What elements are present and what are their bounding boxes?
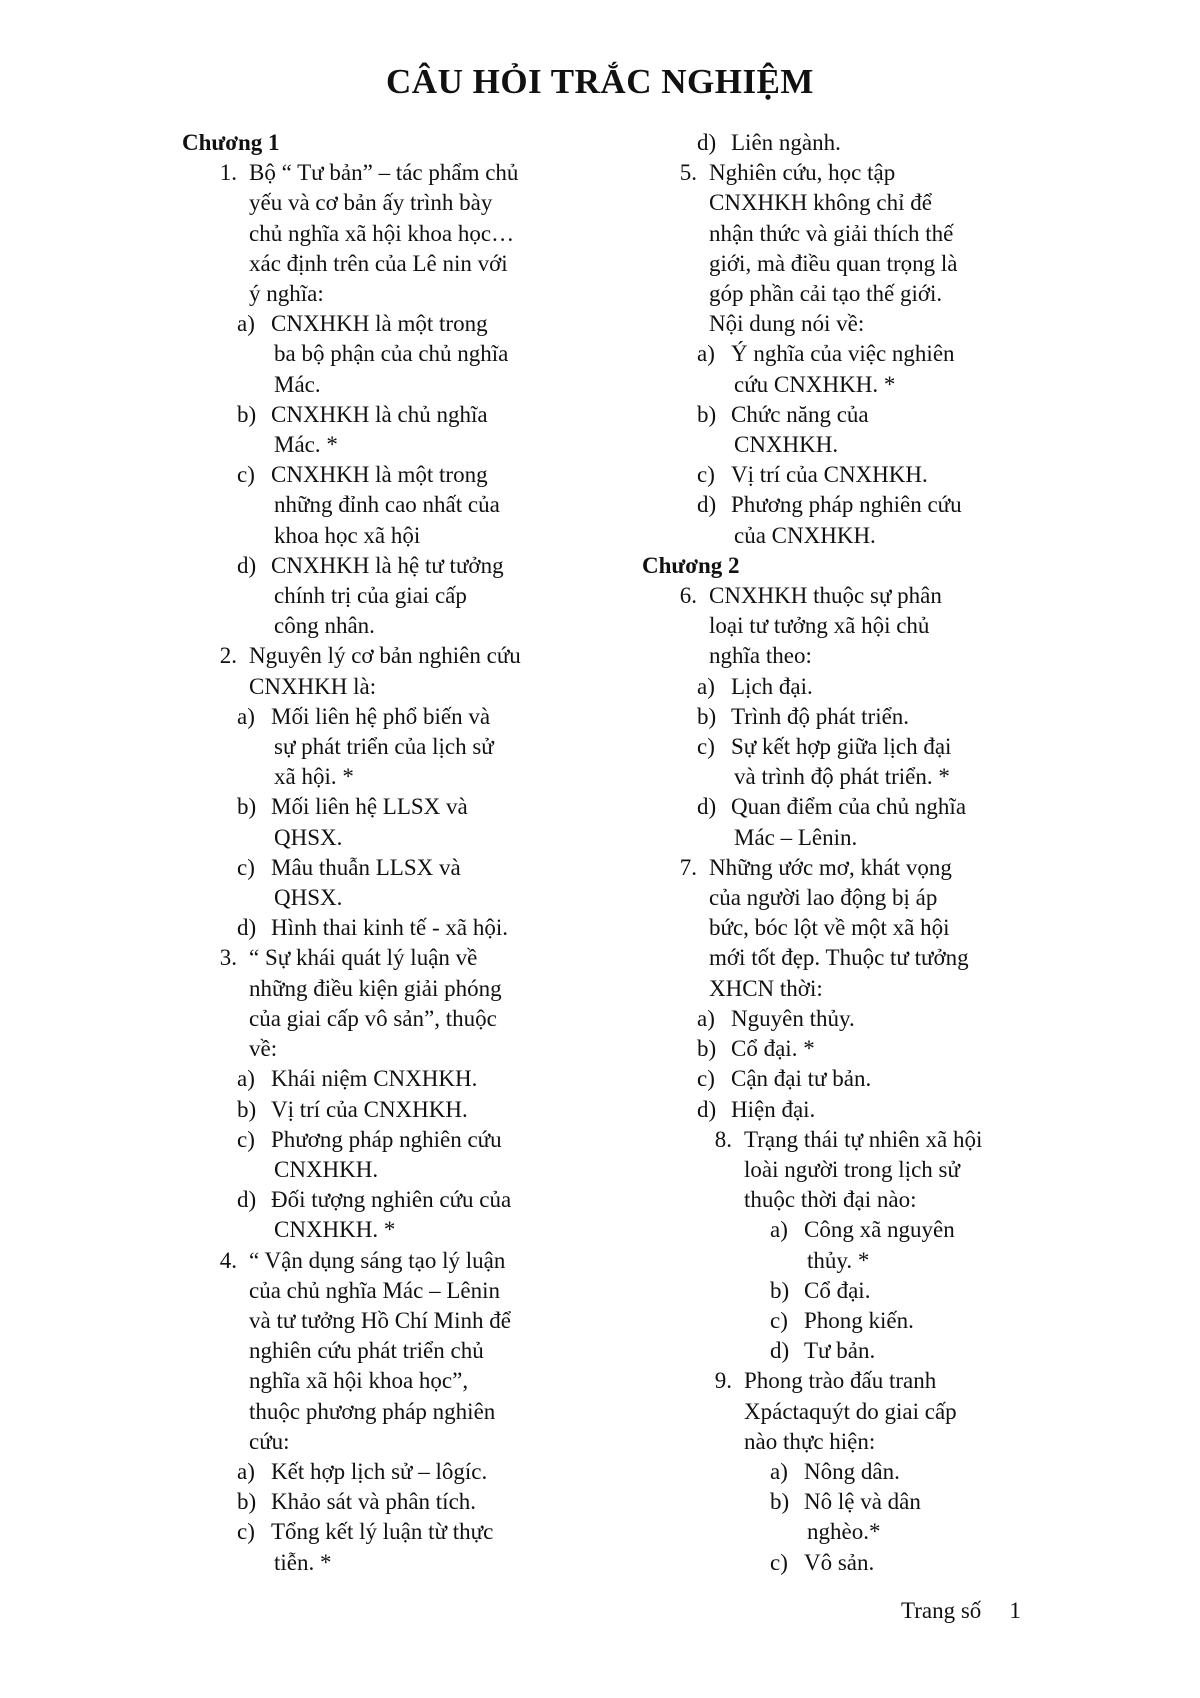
option-first-line [237, 1487, 582, 1517]
answer-option [770, 1457, 1042, 1487]
answer-option [697, 460, 1042, 490]
option-text: Cận đại tư bản. [731, 1066, 872, 1092]
option-text: Tư bản. [804, 1338, 876, 1364]
answer-option [697, 128, 1042, 158]
option-label: c) [237, 1126, 255, 1152]
option-first-line [237, 1125, 582, 1155]
chapter-heading [642, 551, 1042, 581]
answer-option [697, 400, 1042, 460]
page-number: 1 [1009, 1598, 1021, 1623]
option-text: Khảo sát và phân tích. [271, 1489, 477, 1515]
option-first-line [697, 400, 1042, 430]
option-label: d) [697, 130, 717, 155]
option-label: a) [770, 1217, 788, 1243]
option-label: a) [237, 1458, 255, 1484]
option-label: b) [237, 794, 257, 820]
answer-option [237, 551, 582, 642]
question-text: Những ước mơ, khát vọng [709, 854, 952, 880]
question-item [662, 158, 1042, 339]
answer-option [770, 1548, 1042, 1578]
question-first-line [202, 158, 582, 188]
answer-option [697, 672, 1042, 702]
chapter-heading [182, 128, 582, 158]
question-item [202, 943, 582, 1064]
option-text: Ý nghĩa của việc nghiên [731, 341, 955, 367]
option-text: Nông dân. [804, 1458, 900, 1484]
option-label: a) [237, 703, 255, 729]
question-text: nghĩa theo: [709, 643, 812, 669]
question-number: 6. [679, 583, 697, 609]
question-number: 1. [219, 160, 237, 186]
answer-option [237, 702, 582, 793]
option-label: c) [770, 1549, 788, 1575]
question-text: chủ nghĩa xã hội khoa học… [249, 220, 515, 246]
question-text: của chủ nghĩa Mác – Lênin [249, 1277, 500, 1303]
option-text: Mác. [274, 371, 321, 397]
option-label: c) [237, 854, 255, 880]
option-first-line [697, 128, 1042, 158]
option-label: a) [237, 1066, 255, 1092]
answer-option [697, 1095, 1042, 1125]
question-number: 3. [219, 945, 237, 971]
answer-option [237, 792, 582, 852]
question-item [202, 158, 582, 309]
option-first-line [237, 309, 582, 339]
option-text: CNXHKH là một trong [271, 311, 488, 337]
question-first-line [202, 641, 582, 671]
option-first-line [697, 1095, 1042, 1125]
question-text: của người lao động bị áp [709, 885, 938, 911]
option-first-line [237, 1517, 582, 1547]
option-label: c) [237, 462, 255, 488]
option-text: sự phát triển của lịch sử [274, 734, 494, 760]
question-item [697, 1125, 1042, 1216]
question-text: những điều kiện giải phóng [249, 975, 502, 1001]
question-first-line [697, 1125, 1042, 1155]
question-text: mới tốt đẹp. Thuộc tư tưởng [709, 945, 969, 971]
option-text: CNXHKH. [734, 432, 839, 458]
option-text: Chức năng của [731, 401, 869, 427]
right-column [642, 128, 1042, 1578]
option-label: c) [237, 1519, 255, 1545]
question-text: loài người trong lịch sử [744, 1156, 960, 1182]
answer-option [237, 400, 582, 460]
question-item [202, 1246, 582, 1457]
question-item [662, 853, 1042, 1004]
option-text: Mác – Lênin. [734, 824, 858, 850]
option-text: Sự kết hợp giữa lịch đại [731, 734, 952, 760]
option-label: b) [237, 401, 257, 427]
option-first-line [237, 853, 582, 883]
question-text: ý nghĩa: [249, 281, 324, 307]
answer-option [237, 853, 582, 913]
option-text: Lịch đại. [731, 673, 813, 699]
option-text: Phương pháp nghiên cứu [271, 1126, 502, 1152]
option-text: thủy. * [807, 1247, 870, 1273]
option-text: Cổ đại. [804, 1277, 871, 1303]
option-text: Kết hợp lịch sử – lôgíc. [271, 1458, 488, 1484]
option-text: Công xã nguyên [804, 1217, 955, 1243]
option-label: d) [697, 794, 717, 820]
option-first-line [697, 672, 1042, 702]
option-text: CNXHKH. * [274, 1217, 396, 1243]
question-first-line [662, 158, 1042, 188]
question-text: cứu: [249, 1428, 290, 1454]
question-text: góp phần cải tạo thế giới. [709, 281, 943, 307]
question-item [662, 581, 1042, 672]
question-number: 9. [714, 1368, 732, 1394]
option-text: Nô lệ và dân [804, 1489, 921, 1515]
question-text: Xpáctaquýt do giai cấp [744, 1398, 957, 1424]
question-number: 7. [679, 854, 697, 880]
option-text: Vị trí của CNXHKH. [271, 1096, 468, 1122]
question-text: về: [249, 1036, 278, 1062]
option-first-line [697, 1004, 1042, 1034]
question-first-line [662, 853, 1042, 883]
question-item [697, 1366, 1042, 1457]
question-text: nào thực hiện: [744, 1428, 876, 1454]
answer-option [237, 913, 582, 943]
answer-option [237, 1185, 582, 1245]
option-first-line [697, 490, 1042, 520]
option-label: b) [770, 1489, 790, 1515]
question-text: CNXHKH không chỉ để [709, 190, 932, 216]
page-footer [901, 1598, 1021, 1624]
answer-option [237, 1457, 582, 1487]
option-text: CNXHKH là hệ tư tưởng [271, 552, 504, 578]
option-first-line [697, 1034, 1042, 1064]
option-text: Mối liên hệ LLSX và [271, 794, 468, 820]
option-first-line [237, 702, 582, 732]
option-label: c) [697, 1066, 715, 1092]
option-first-line [697, 460, 1042, 490]
option-label: c) [697, 462, 715, 488]
option-label: d) [237, 552, 257, 578]
answer-option [697, 1004, 1042, 1034]
option-text: Vị trí của CNXHKH. [731, 462, 928, 488]
option-text: Tổng kết lý luận từ thực [271, 1519, 494, 1545]
left-column [182, 128, 582, 1578]
option-first-line [237, 551, 582, 581]
option-label: b) [697, 703, 717, 729]
option-label: d) [237, 1187, 257, 1213]
option-text: Quan điểm của chủ nghĩa [731, 794, 967, 820]
answer-option [237, 1487, 582, 1517]
question-text: yếu và cơ bản ấy trình bày [249, 190, 493, 216]
option-first-line [770, 1548, 1042, 1578]
option-text: CNXHKH là chủ nghĩa [271, 401, 488, 427]
question-text: của giai cấp vô sản”, thuộc [249, 1005, 497, 1031]
option-text: tiễn. * [274, 1549, 332, 1575]
question-text: CNXHKH là: [249, 673, 377, 699]
question-first-line [662, 581, 1042, 611]
question-text: nghiên cứu phát triển chủ [249, 1338, 484, 1364]
option-text: Hình thai kinh tế - xã hội. [271, 915, 508, 941]
question-text: CNXHKH thuộc sự phân [709, 583, 942, 609]
option-text: cứu CNXHKH. * [734, 371, 896, 397]
option-text: QHSX. [274, 824, 343, 850]
option-label: c) [697, 734, 715, 760]
chapter-title: Chương 2 [642, 552, 740, 578]
option-first-line [237, 1457, 582, 1487]
option-text: của CNXHKH. [734, 522, 876, 548]
option-text: công nhân. [274, 613, 375, 639]
option-first-line [697, 339, 1042, 369]
answer-option [237, 1095, 582, 1125]
question-number: 8. [714, 1126, 732, 1152]
question-text: “ Vận dụng sáng tạo lý luận [249, 1247, 506, 1273]
option-text: QHSX. [274, 885, 343, 911]
option-text: xã hội. * [274, 764, 354, 790]
question-text: Nghiên cứu, học tập [709, 160, 896, 186]
answer-option [697, 1034, 1042, 1064]
option-first-line [697, 792, 1042, 822]
option-label: b) [770, 1277, 790, 1303]
question-text: Nguyên lý cơ bản nghiên cứu [249, 643, 521, 669]
question-text: nhận thức và giải thích thế [709, 220, 954, 246]
question-item [202, 641, 582, 701]
option-first-line [697, 732, 1042, 762]
answer-option [697, 792, 1042, 852]
option-first-line [237, 400, 582, 430]
option-label: d) [237, 915, 257, 941]
option-text: Trình độ phát triển. [731, 703, 910, 729]
option-text: khoa học xã hội [274, 522, 421, 548]
question-text: Trạng thái tự nhiên xã hội [744, 1126, 983, 1152]
question-text: bức, bóc lột về một xã hội [709, 915, 950, 941]
answer-option [237, 1064, 582, 1094]
option-text: Phong kiến. [804, 1307, 914, 1333]
option-first-line [770, 1276, 1042, 1306]
option-text: CNXHKH là một trong [271, 462, 488, 488]
question-first-line [202, 943, 582, 973]
option-text: nghèo.* [807, 1519, 881, 1545]
option-text: Khái niệm CNXHKH. [271, 1066, 478, 1092]
question-text: nghĩa xã hội khoa học”, [249, 1368, 469, 1394]
option-text: Cổ đại. * [731, 1036, 815, 1062]
option-first-line [237, 1185, 582, 1215]
option-text: Vô sản. [804, 1549, 875, 1575]
question-text: Phong trào đấu tranh [744, 1368, 937, 1394]
footer-label: Trang số [901, 1598, 982, 1623]
question-number: 4. [219, 1247, 237, 1273]
question-text: Bộ “ Tư bản” – tác phẩm chủ [249, 160, 519, 186]
question-text: thuộc phương pháp nghiên [249, 1398, 496, 1424]
option-label: d) [697, 1096, 717, 1122]
option-text: CNXHKH. [274, 1156, 379, 1182]
option-text: chính trị của giai cấp [274, 583, 467, 609]
question-first-line [697, 1366, 1042, 1396]
page-title: CÂU HỎI TRẮC NGHIỆM [386, 62, 814, 101]
option-text: Mâu thuẫn LLSX và [271, 854, 461, 880]
option-label: b) [697, 1036, 717, 1062]
option-label: a) [770, 1458, 788, 1484]
question-text: xác định trên của Lê nin với [249, 250, 508, 276]
option-text: Phương pháp nghiên cứu [731, 492, 962, 518]
answer-option [237, 309, 582, 400]
answer-option [770, 1487, 1042, 1547]
option-first-line [770, 1336, 1042, 1366]
option-label: a) [697, 1005, 715, 1031]
option-label: d) [770, 1338, 790, 1364]
option-first-line [770, 1215, 1042, 1245]
option-first-line [237, 1095, 582, 1125]
chapter-title: Chương 1 [182, 130, 280, 155]
option-first-line [770, 1457, 1042, 1487]
answer-option [770, 1306, 1042, 1336]
answer-option [237, 460, 582, 551]
option-text: ba bộ phận của chủ nghĩa [274, 341, 509, 367]
question-text: XHCN thời: [709, 975, 823, 1001]
answer-option [697, 490, 1042, 550]
option-text: Mác. * [274, 432, 338, 458]
option-text: những đỉnh cao nhất của [274, 492, 500, 518]
question-text: “ Sự khái quát lý luận về [249, 945, 478, 971]
option-text: và trình độ phát triển. * [734, 764, 950, 790]
option-label: a) [697, 673, 715, 699]
question-text: Nội dung nói về: [709, 311, 865, 337]
answer-option [237, 1125, 582, 1185]
answer-option [697, 1064, 1042, 1094]
answer-option [770, 1276, 1042, 1306]
question-number: 5. [679, 160, 697, 186]
option-label: d) [697, 492, 717, 518]
option-first-line [697, 702, 1042, 732]
answer-option [697, 732, 1042, 792]
option-first-line [697, 1064, 1042, 1094]
option-label: b) [237, 1489, 257, 1515]
option-first-line [237, 792, 582, 822]
option-text: Mối liên hệ phổ biến và [271, 703, 491, 729]
option-text: Đối tượng nghiên cứu của [271, 1187, 512, 1213]
question-text: loại tư tưởng xã hội chủ [709, 613, 930, 639]
answer-option [697, 339, 1042, 399]
option-text: Liên ngành. [731, 130, 841, 155]
question-number: 2. [219, 643, 237, 669]
answer-option [237, 1517, 582, 1577]
option-first-line [770, 1306, 1042, 1336]
option-text: Hiện đại. [731, 1096, 816, 1122]
option-first-line [237, 460, 582, 490]
option-label: a) [697, 341, 715, 367]
option-label: b) [237, 1096, 257, 1122]
option-label: b) [697, 401, 717, 427]
option-text: Nguyên thủy. [731, 1005, 855, 1031]
option-first-line [237, 913, 582, 943]
question-text: thuộc thời đại nào: [744, 1187, 917, 1213]
question-text: giới, mà điều quan trọng là [709, 250, 958, 276]
question-text: và tư tưởng Hồ Chí Minh để [249, 1307, 511, 1333]
option-first-line [237, 1064, 582, 1094]
question-first-line [202, 1246, 582, 1276]
option-first-line [770, 1487, 1042, 1517]
option-label: a) [237, 311, 255, 337]
option-label: c) [770, 1307, 788, 1333]
answer-option [697, 702, 1042, 732]
answer-option [770, 1336, 1042, 1366]
answer-option [770, 1215, 1042, 1275]
